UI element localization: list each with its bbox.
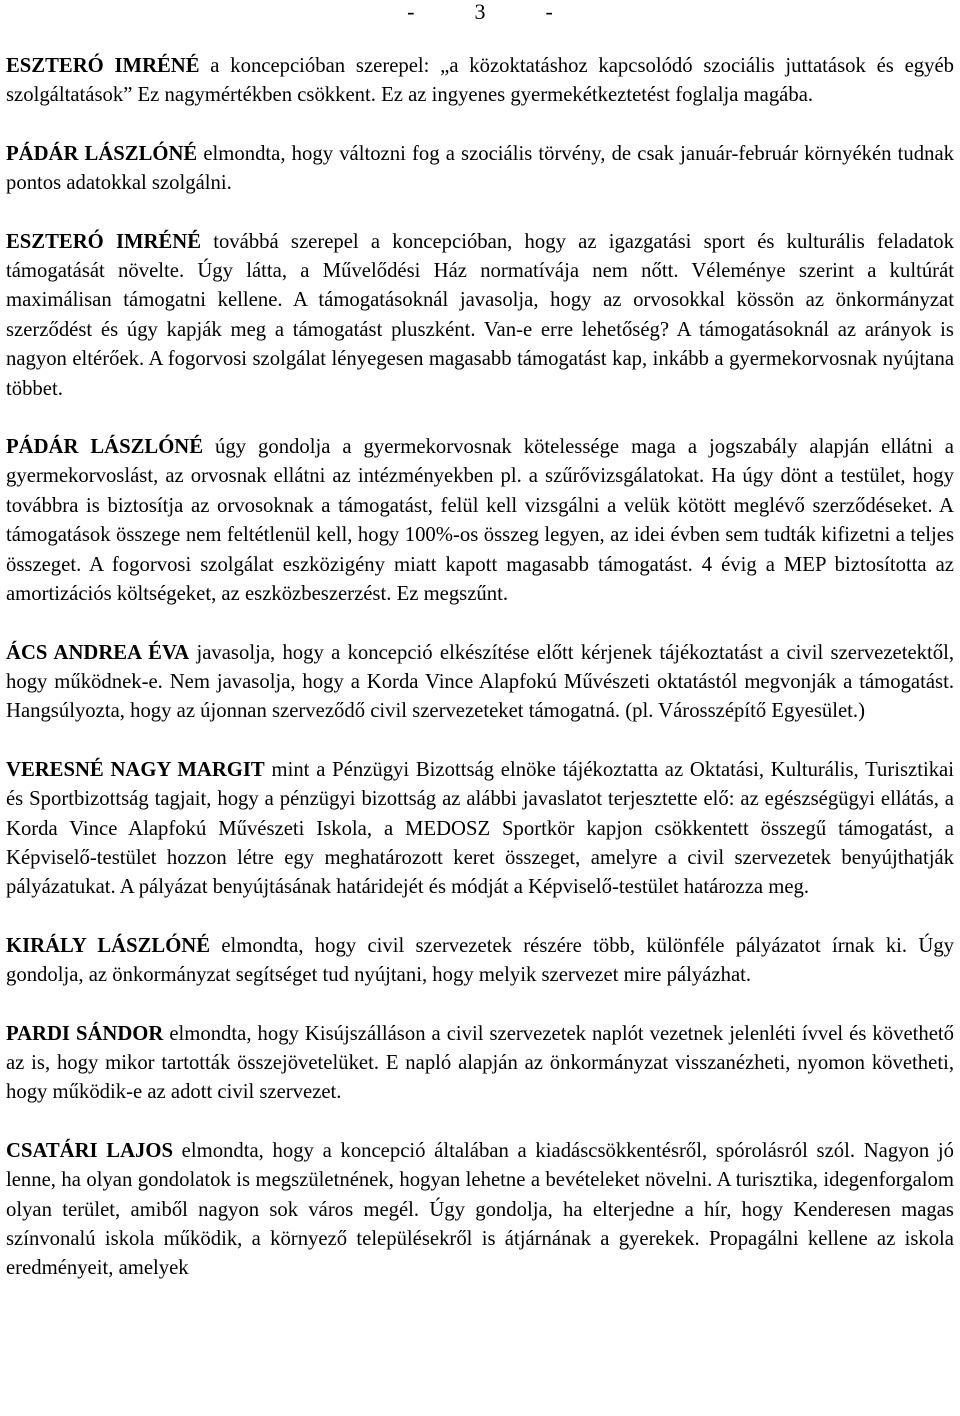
paragraph-text: elmondta, hogy Kisújszálláson a civil szervezetek naplót vezetnek jelenléti ívvel és követhető az is, hogy mikor tartották összejövetelüket. E napló alapján az önkormányzat visszanézheti, nyomon követheti, hogy működik-e az adott civil szervezet.	[6, 1022, 955, 1104]
page-number-dash-left: -	[407, 0, 415, 24]
paragraph-text: úgy gondolja a gyermekorvosnak kötelessége maga a jogszabály alapján ellátni a gyermekorvoslást, az orvosnak ellátni az intézményekben pl. a szűrővizsgálatokat. Ha úgy dönt a testület, hogy továbbra is biztosítja az orvosoknak a támogatást, felül kell vizsgálni a velük kötött meglévő szerződéseket. A támogatások összege nem feltétlenül kell, hogy 100%-os összeg legyen, az idei évben sem tudták kifizetni a teljes összeget. A fogorvosi szolgálat eszközigény miatt kapott magasabb támogatást. 4 évig a MEP biztosította az amortizációs költségeket, az eszközbeszerzést. Ez megszűnt.	[6, 436, 954, 606]
speaker-name: CSATÁRI LAJOS	[6, 1139, 173, 1162]
paragraph-acs	[6, 639, 954, 727]
paragraph-kiraly	[6, 932, 954, 991]
paragraph-padar-2	[6, 433, 954, 609]
paragraph-text: mint a Pénzügyi Bizottság elnöke tájékoztatta az Oktatási, Kulturális, Turisztikai és Sportbizottság tagjait, hogy a pénzügyi bizottság az alábbi javaslatot terjesztette elő: az egészségügyi ellátás, a Korda Vince Alapfokú Művészeti Iskola, a MEDOSZ Sportkör kapjon csökkentett összegű támogatást, a Képviselő-testület hozzon létre egy meghatározott keret összeget, amelyre a civil szervezetek benyújthatják pályázatukat. A pályázat benyújtásának határidejét és módját a Képviselő-testület határozza meg.	[6, 758, 954, 899]
paragraph-padar-1	[6, 140, 954, 199]
speaker-name: PARDI SÁNDOR	[6, 1022, 164, 1045]
paragraph-pardi	[6, 1020, 954, 1108]
paragraph-esztero-2	[6, 228, 954, 404]
paragraph-text: elmondta, hogy változni fog a szociális törvény, de csak január-február környékén tudnak pontos adatokkal szolgálni.	[6, 142, 954, 195]
speaker-name: VERESNÉ NAGY MARGIT	[6, 758, 265, 781]
speaker-name: PÁDÁR LÁSZLÓNÉ	[6, 142, 198, 165]
paragraph-veresne	[6, 756, 954, 903]
page-number	[6, 0, 954, 24]
paragraph-esztero-1	[6, 52, 954, 111]
page-number-value: 3	[474, 0, 486, 24]
page-number-dash-right: -	[545, 0, 553, 24]
document-page	[6, 0, 954, 1313]
speaker-name: ESZTERÓ IMRÉNÉ	[6, 230, 201, 253]
paragraph-text: elmondta, hogy a koncepció általában a kiadáscsökkentésről, spórolásról szól. Nagyon jó lenne, ha olyan gondolatok is megszületnének, hogyan lehetne a bevételeket növelni. A turisztika, idegenforgalom olyan terület, amiből nagyon sok város megél. Úgy gondolja, ha elterjedne a hír, hogy Kenderesen magas színvonalú iskola működik, a környező településekről is átjárnának a gyerekek. Propagálni kellene az iskola eredményeit, amelyek	[6, 1139, 955, 1280]
speaker-name: KIRÁLY LÁSZLÓNÉ	[6, 934, 211, 957]
paragraph-csatari	[6, 1137, 954, 1284]
speaker-name: PÁDÁR LÁSZLÓNÉ	[6, 436, 204, 459]
paragraph-text: elmondta, hogy civil szervezetek részére több, különféle pályázatot írnak ki. Úgy gondolja, az önkormányzat segítséget tud nyújtani, hogy melyik szervezet mire pályázhat.	[6, 934, 955, 987]
paragraph-text: a koncepcióban szerepel: „a közoktatáshoz kapcsolódó szociális juttatások és egyéb szolgáltatások” Ez nagymértékben csökkent. Ez az ingyenes gyermekétkeztetést foglalja magába.	[6, 55, 954, 107]
speaker-name: ESZTERÓ IMRÉNÉ	[6, 55, 200, 77]
paragraph-text: javasolja, hogy a koncepció elkészítése előtt kérjenek tájékoztatást a civil szervezetektől, hogy működnek-e. Nem javasolja, hogy a Korda Vince Alapfokú Művészeti oktatástól megvonják a támogatást. Hangsúlyozta, hogy az újonnan szerveződő civil szervezeteket támogatná. (pl. Városszépítő Egyesület.)	[6, 641, 955, 723]
speaker-name: ÁCS ANDREA ÉVA	[6, 641, 190, 664]
paragraph-text: továbbá szerepel a koncepcióban, hogy az igazgatási sport és kulturális feladatok támogatását növelte. Úgy látta, a Művelődési Ház normatívája nem nőtt. Véleménye szerint a kultúrát maximálisan támogatni kellene. A támogatásoknál javasolja, hogy az orvosokkal kössön az önkormányzat szerződést és úgy kapják meg a támogatást pluszként. Van-e erre lehetőség? A támogatásoknál az arányok is nagyon eltérőek. A fogorvosi szolgálat lényegesen magasabb támogatást kap, inkább a gyermekorvosnak nyújtana többet.	[6, 230, 954, 400]
